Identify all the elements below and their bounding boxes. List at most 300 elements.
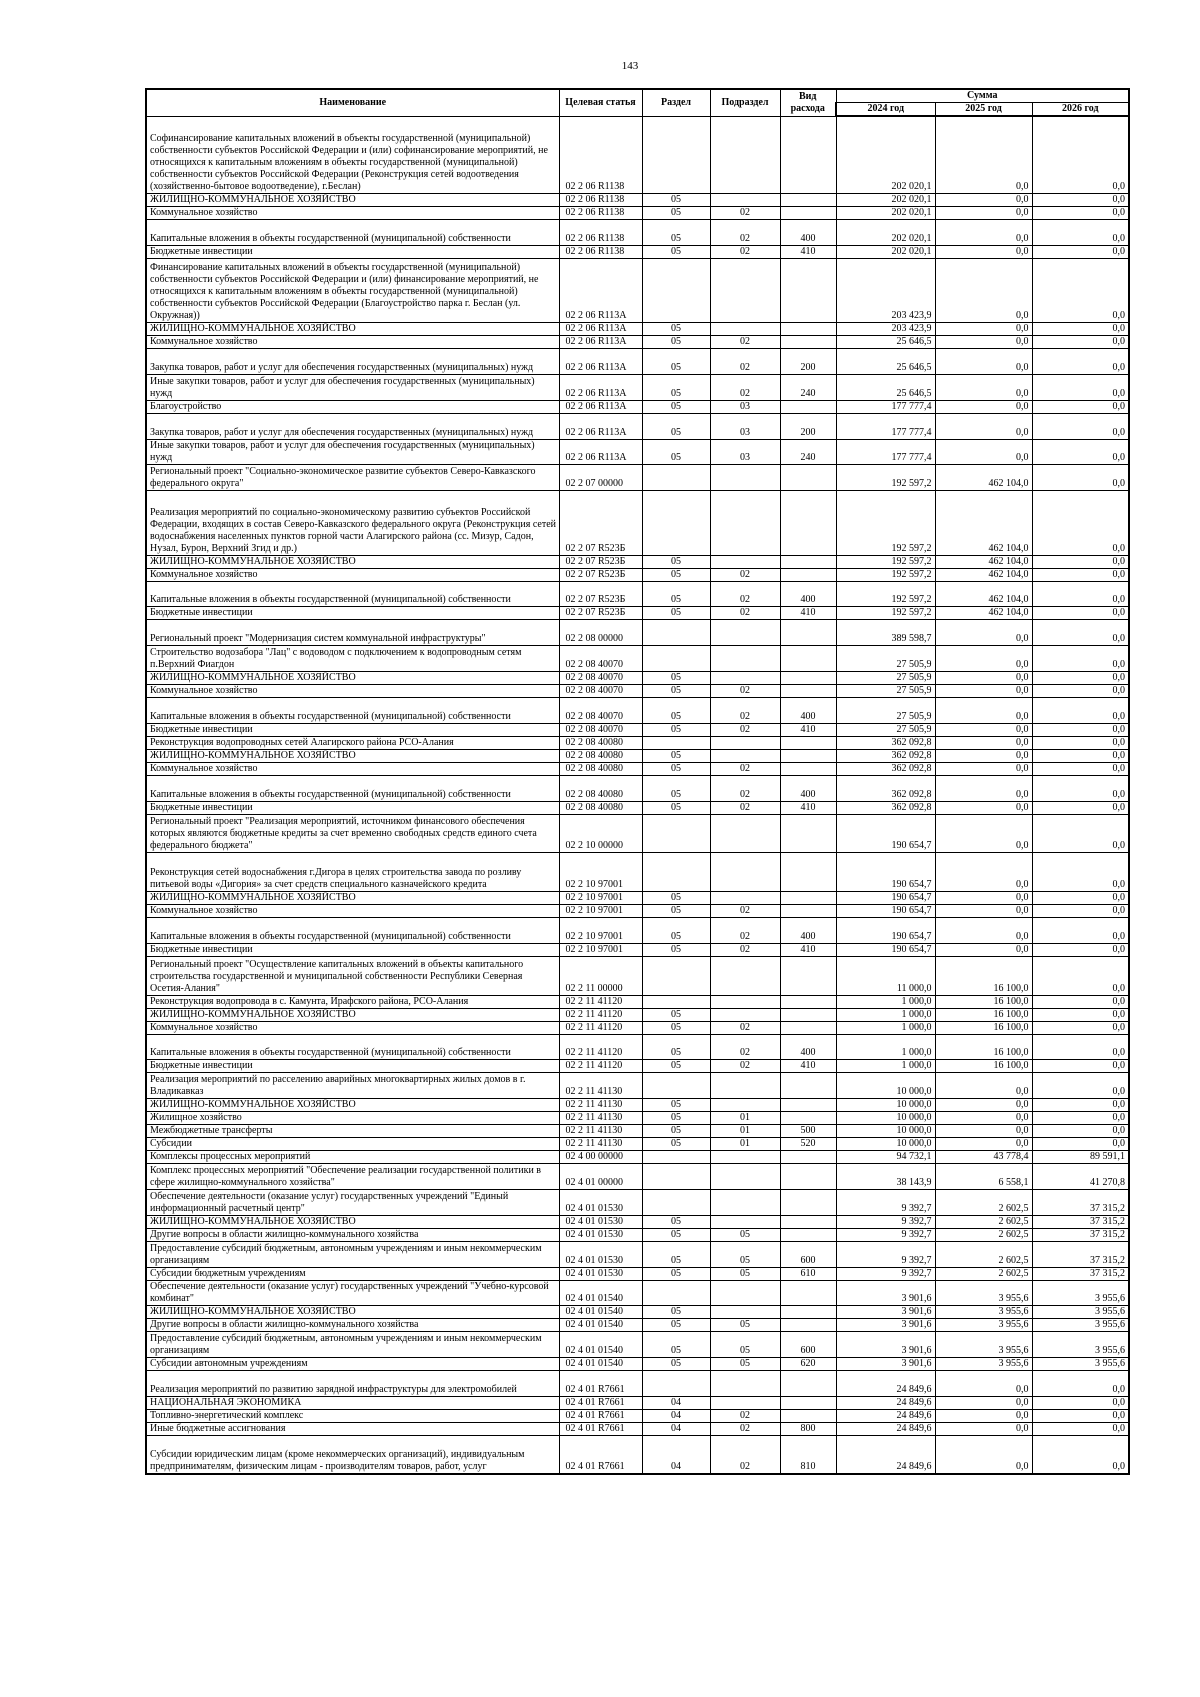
row-name: Бюджетные инвестиции [146,1060,559,1073]
header-2024: 2024 год [836,103,935,117]
row-2024: 25 646,5 [836,374,935,400]
row-expense-type [780,1306,836,1319]
row-section: 05 [642,723,710,736]
row-section [642,491,710,556]
header-expense-type: Вид расхода [780,89,836,116]
row-target: 02 4 01 R7661 [559,1435,642,1474]
row-section: 05 [642,685,710,698]
row-section: 05 [642,672,710,685]
table-row [146,1164,1129,1190]
table-row [146,1073,1129,1099]
row-2025: 0,0 [935,775,1032,801]
row-section [642,620,710,646]
row-target: 02 4 01 01540 [559,1332,642,1358]
row-expense-type [780,1112,836,1125]
row-2024: 190 654,7 [836,943,935,956]
row-2024: 362 092,8 [836,736,935,749]
row-target: 02 2 11 00000 [559,956,642,995]
row-section: 05 [642,1228,710,1241]
row-2026: 0,0 [1032,775,1129,801]
row-2025: 3 955,6 [935,1358,1032,1371]
row-target: 02 4 01 R7661 [559,1396,642,1409]
row-subsection: 02 [710,1435,780,1474]
table-row [146,607,1129,620]
row-section: 05 [642,1358,710,1371]
row-2025: 462 104,0 [935,607,1032,620]
table-row [146,568,1129,581]
row-expense-type: 810 [780,1435,836,1474]
row-section: 05 [642,1008,710,1021]
row-target: 02 4 01 R7661 [559,1422,642,1435]
row-2026: 0,0 [1032,1409,1129,1422]
row-2025: 462 104,0 [935,491,1032,556]
row-section: 04 [642,1435,710,1474]
row-2026: 3 955,6 [1032,1280,1129,1306]
row-target: 02 2 08 40080 [559,736,642,749]
row-2025: 2 602,5 [935,1189,1032,1215]
row-name: ЖИЛИЩНО-КОММУНАЛЬНОЕ ХОЗЯЙСТВО [146,323,559,336]
row-expense-type [780,1371,836,1397]
row-expense-type [780,1228,836,1241]
row-target: 02 2 06 R1138 [559,116,642,193]
row-2026: 37 315,2 [1032,1215,1129,1228]
table-row [146,1125,1129,1138]
row-name: Капитальные вложения в объекты государственной (муниципальной) собственности [146,1034,559,1060]
row-section: 05 [642,323,710,336]
row-2024: 24 849,6 [836,1409,935,1422]
row-2025: 0,0 [935,762,1032,775]
row-2025: 3 955,6 [935,1332,1032,1358]
row-2025: 0,0 [935,853,1032,892]
row-expense-type [780,646,836,672]
row-section: 05 [642,439,710,465]
row-2024: 202 020,1 [836,206,935,219]
row-2025: 0,0 [935,349,1032,375]
row-target: 02 2 08 40070 [559,723,642,736]
row-subsection: 02 [710,219,780,245]
row-name: Комплекс процессных мероприятий "Обеспечение реализации государственной политики в сфере жилищно-коммунального хозяйства" [146,1164,559,1190]
row-2024: 203 423,9 [836,323,935,336]
row-expense-type [780,1409,836,1422]
row-expense-type [780,1280,836,1306]
row-2026: 89 591,1 [1032,1151,1129,1164]
row-target: 02 2 06 R113A [559,349,642,375]
row-2024: 10 000,0 [836,1073,935,1099]
row-section: 05 [642,193,710,206]
row-expense-type [780,762,836,775]
row-2025: 0,0 [935,1422,1032,1435]
row-2026: 0,0 [1032,698,1129,724]
row-2025: 0,0 [935,892,1032,905]
row-2024: 177 777,4 [836,400,935,413]
row-name: Субсидии бюджетным учреждениям [146,1267,559,1280]
row-2025: 0,0 [935,685,1032,698]
row-name: Бюджетные инвестиции [146,607,559,620]
row-target: 02 2 06 R1138 [559,193,642,206]
row-section: 05 [642,219,710,245]
table-row [146,1409,1129,1422]
row-2024: 24 849,6 [836,1422,935,1435]
table-row [146,1060,1129,1073]
row-2025: 0,0 [935,1371,1032,1397]
budget-table [145,88,1130,1475]
row-2026: 0,0 [1032,491,1129,556]
row-target: 02 4 01 01530 [559,1267,642,1280]
row-name: Межбюджетные трансферты [146,1125,559,1138]
row-2026: 0,0 [1032,1396,1129,1409]
table-row [146,206,1129,219]
row-subsection [710,1215,780,1228]
row-section [642,1151,710,1164]
row-2024: 27 505,9 [836,672,935,685]
row-2024: 177 777,4 [836,439,935,465]
row-expense-type: 620 [780,1358,836,1371]
row-2025: 462 104,0 [935,581,1032,607]
row-section: 05 [642,336,710,349]
row-2026: 0,0 [1032,465,1129,491]
row-expense-type [780,555,836,568]
row-expense-type [780,1021,836,1034]
row-subsection [710,1189,780,1215]
row-expense-type [780,672,836,685]
row-name: Благоустройство [146,400,559,413]
row-target: 02 2 07 R523Б [559,555,642,568]
row-subsection: 01 [710,1125,780,1138]
row-name: Коммунальное хозяйство [146,1021,559,1034]
row-2025: 2 602,5 [935,1267,1032,1280]
table-row [146,439,1129,465]
row-name: Капитальные вложения в объекты государственной (муниципальной) собственности [146,219,559,245]
row-subsection: 02 [710,762,780,775]
row-2024: 192 597,2 [836,607,935,620]
row-section: 05 [642,1099,710,1112]
row-2026: 0,0 [1032,905,1129,918]
row-2026: 37 315,2 [1032,1228,1129,1241]
row-subsection [710,1099,780,1112]
row-subsection [710,1151,780,1164]
row-2025: 16 100,0 [935,1021,1032,1034]
row-expense-type [780,491,836,556]
row-2024: 192 597,2 [836,581,935,607]
row-2025: 462 104,0 [935,465,1032,491]
row-name: Бюджетные инвестиции [146,723,559,736]
row-name: Финансирование капитальных вложений в объекты государственной (муниципальной) собственности субъектов Российской Федерации и (или) финансирование мероприятий, не относящихся к капитальным вложениям в объекты государственной (муниципальной) собственности субъектов Российской Федерации (Благоустройство парка г. Беслан (ул. Окружная)) [146,258,559,323]
row-subsection: 02 [710,1422,780,1435]
row-2026: 0,0 [1032,374,1129,400]
table-row [146,400,1129,413]
row-subsection [710,323,780,336]
row-target: 02 2 08 40080 [559,801,642,814]
row-subsection [710,116,780,193]
row-2025: 462 104,0 [935,555,1032,568]
row-expense-type [780,1189,836,1215]
table-row [146,1151,1129,1164]
row-subsection: 02 [710,374,780,400]
row-section: 05 [642,1034,710,1060]
row-section [642,853,710,892]
row-target: 02 2 06 R1138 [559,245,642,258]
row-2024: 192 597,2 [836,568,935,581]
row-section: 05 [642,581,710,607]
row-2026: 41 270,8 [1032,1164,1129,1190]
row-expense-type: 410 [780,245,836,258]
row-target: 02 2 11 41120 [559,995,642,1008]
row-expense-type [780,956,836,995]
row-target: 02 4 01 01540 [559,1280,642,1306]
row-target: 02 2 08 40080 [559,749,642,762]
row-subsection [710,1306,780,1319]
row-2026: 0,0 [1032,206,1129,219]
row-2025: 0,0 [935,620,1032,646]
row-target: 02 2 10 97001 [559,943,642,956]
table-row [146,323,1129,336]
row-target: 02 4 01 01530 [559,1228,642,1241]
row-2024: 1 000,0 [836,995,935,1008]
row-2026: 37 315,2 [1032,1241,1129,1267]
row-2026: 0,0 [1032,1060,1129,1073]
row-subsection [710,853,780,892]
row-2025: 0,0 [935,1125,1032,1138]
row-2024: 192 597,2 [836,465,935,491]
row-subsection [710,491,780,556]
row-target: 02 4 01 00000 [559,1164,642,1190]
row-name: Жилищное хозяйство [146,1112,559,1125]
table-row [146,349,1129,375]
row-target: 02 2 10 97001 [559,853,642,892]
table-row [146,646,1129,672]
row-2024: 94 732,1 [836,1151,935,1164]
row-target: 02 2 07 R523Б [559,491,642,556]
table-row [146,1138,1129,1151]
row-2024: 3 901,6 [836,1280,935,1306]
row-name: Предоставление субсидий бюджетным, автономным учреждениям и иным некоммерческим организациям [146,1241,559,1267]
row-target: 02 4 01 R7661 [559,1409,642,1422]
row-target: 02 4 01 R7661 [559,1371,642,1397]
row-target: 02 2 06 R113A [559,400,642,413]
row-expense-type: 610 [780,1267,836,1280]
row-2025: 16 100,0 [935,1060,1032,1073]
row-section [642,995,710,1008]
row-subsection: 02 [710,1409,780,1422]
row-2025: 2 602,5 [935,1228,1032,1241]
row-target: 02 4 01 01540 [559,1319,642,1332]
table-row [146,1371,1129,1397]
row-subsection [710,1073,780,1099]
row-2026: 0,0 [1032,646,1129,672]
row-2025: 43 778,4 [935,1151,1032,1164]
row-2026: 0,0 [1032,762,1129,775]
row-name: Комплексы процессных мероприятий [146,1151,559,1164]
row-subsection [710,1280,780,1306]
row-2025: 16 100,0 [935,995,1032,1008]
row-2026: 0,0 [1032,723,1129,736]
row-subsection: 02 [710,905,780,918]
row-2026: 0,0 [1032,219,1129,245]
table-row [146,1280,1129,1306]
row-2024: 27 505,9 [836,698,935,724]
row-subsection [710,555,780,568]
table-row [146,116,1129,193]
row-2024: 202 020,1 [836,116,935,193]
row-section [642,956,710,995]
row-2025: 0,0 [935,723,1032,736]
row-subsection: 05 [710,1358,780,1371]
row-2026: 0,0 [1032,581,1129,607]
row-name: Субсидии [146,1138,559,1151]
table-row [146,762,1129,775]
row-2025: 0,0 [935,439,1032,465]
row-2025: 0,0 [935,400,1032,413]
row-section: 05 [642,1241,710,1267]
row-target: 02 2 07 R523Б [559,568,642,581]
table-row [146,581,1129,607]
table-row [146,1241,1129,1267]
row-expense-type: 500 [780,1125,836,1138]
row-2026: 0,0 [1032,193,1129,206]
row-expense-type [780,1099,836,1112]
row-name: ЖИЛИЩНО-КОММУНАЛЬНОЕ ХОЗЯЙСТВО [146,672,559,685]
row-name: Реконструкция сетей водоснабжения г.Дигора в целях строительства завода по розливу питьевой воды «Дигория» за счет средств специального казначейского кредита [146,853,559,892]
row-target: 02 2 10 97001 [559,905,642,918]
table-row [146,814,1129,853]
row-2026: 0,0 [1032,685,1129,698]
row-2026: 0,0 [1032,801,1129,814]
row-2026: 0,0 [1032,439,1129,465]
row-2026: 0,0 [1032,413,1129,439]
row-subsection [710,956,780,995]
table-row [146,555,1129,568]
row-subsection [710,1371,780,1397]
table-row [146,1435,1129,1474]
row-target: 02 4 01 01530 [559,1241,642,1267]
row-subsection [710,672,780,685]
row-2024: 202 020,1 [836,193,935,206]
row-subsection: 02 [710,581,780,607]
row-2025: 0,0 [935,646,1032,672]
row-2025: 0,0 [935,1409,1032,1422]
row-2024: 25 646,5 [836,336,935,349]
row-section: 05 [642,1125,710,1138]
row-name: Региональный проект "Осуществление капитальных вложений в объекты капитального строительства государственной и муниципальной собственности Республики Северная Осетия-Алания" [146,956,559,995]
header-sum: Сумма [836,89,1129,103]
row-2026: 0,0 [1032,943,1129,956]
row-2026: 0,0 [1032,349,1129,375]
table-row [146,1267,1129,1280]
table-row [146,413,1129,439]
row-target: 02 4 00 00000 [559,1151,642,1164]
row-section: 05 [642,1021,710,1034]
table-row [146,1189,1129,1215]
row-name: ЖИЛИЩНО-КОММУНАЛЬНОЕ ХОЗЯЙСТВО [146,1215,559,1228]
row-name: ЖИЛИЩНО-КОММУНАЛЬНОЕ ХОЗЯЙСТВО [146,555,559,568]
row-section: 05 [642,607,710,620]
row-name: Реконструкция водопровода в с. Камунта, Ирафского района, РСО-Алания [146,995,559,1008]
row-2026: 0,0 [1032,116,1129,193]
row-target: 02 2 07 R523Б [559,581,642,607]
row-2024: 3 901,6 [836,1319,935,1332]
row-subsection: 02 [710,1021,780,1034]
row-expense-type: 200 [780,413,836,439]
row-name: Строительство водозабора "Лац" с водоводом с подключением к водопроводным сетям п.Верхний Фиагдон [146,646,559,672]
row-2024: 10 000,0 [836,1125,935,1138]
row-expense-type: 520 [780,1138,836,1151]
row-2025: 0,0 [935,801,1032,814]
row-name: Обеспечение деятельности (оказание услуг) государственных учреждений "Учебно-курсовой комбинат" [146,1280,559,1306]
row-target: 02 2 11 41130 [559,1073,642,1099]
row-2026: 37 315,2 [1032,1267,1129,1280]
row-subsection [710,814,780,853]
row-2026: 0,0 [1032,1125,1129,1138]
row-subsection [710,620,780,646]
row-expense-type [780,193,836,206]
row-target: 02 4 01 01540 [559,1306,642,1319]
row-target: 02 2 07 R523Б [559,607,642,620]
row-2025: 0,0 [935,374,1032,400]
row-2026: 0,0 [1032,607,1129,620]
row-2026: 0,0 [1032,400,1129,413]
table-row [146,193,1129,206]
row-subsection: 02 [710,775,780,801]
row-2026: 0,0 [1032,1034,1129,1060]
header-2025: 2025 год [935,103,1032,117]
row-2026: 0,0 [1032,555,1129,568]
row-2024: 203 423,9 [836,258,935,323]
row-section: 05 [642,245,710,258]
row-2024: 10 000,0 [836,1099,935,1112]
row-2024: 3 901,6 [836,1358,935,1371]
row-section: 05 [642,374,710,400]
table-row [146,905,1129,918]
row-subsection: 05 [710,1241,780,1267]
row-2024: 1 000,0 [836,1021,935,1034]
row-section [642,258,710,323]
row-target: 02 2 08 40080 [559,775,642,801]
row-name: Коммунальное хозяйство [146,905,559,918]
row-expense-type [780,995,836,1008]
row-2025: 0,0 [935,672,1032,685]
row-name: ЖИЛИЩНО-КОММУНАЛЬНОЕ ХОЗЯЙСТВО [146,1099,559,1112]
row-section [642,1073,710,1099]
row-target: 02 2 11 41130 [559,1138,642,1151]
row-2025: 0,0 [935,219,1032,245]
row-section: 05 [642,1138,710,1151]
row-name: Субсидии юридическим лицам (кроме некоммерческих организаций), индивидуальным предпринимателям, физическим лицам - производителям товаров, работ, услуг [146,1435,559,1474]
row-2026: 0,0 [1032,1112,1129,1125]
row-expense-type [780,1164,836,1190]
table-row [146,723,1129,736]
row-2024: 10 000,0 [836,1138,935,1151]
row-expense-type: 240 [780,439,836,465]
row-expense-type [780,465,836,491]
row-name: Субсидии автономным учреждениям [146,1358,559,1371]
row-name: Коммунальное хозяйство [146,336,559,349]
row-2026: 0,0 [1032,956,1129,995]
header-subsection: Подраздел [710,89,780,116]
row-2026: 0,0 [1032,245,1129,258]
row-subsection [710,736,780,749]
row-2025: 0,0 [935,1073,1032,1099]
row-section: 04 [642,1409,710,1422]
header-section: Раздел [642,89,710,116]
row-subsection: 02 [710,801,780,814]
row-2025: 0,0 [935,193,1032,206]
row-section [642,814,710,853]
row-subsection: 02 [710,206,780,219]
row-2024: 9 392,7 [836,1228,935,1241]
row-section [642,1189,710,1215]
row-2026: 0,0 [1032,1138,1129,1151]
table-row [146,620,1129,646]
